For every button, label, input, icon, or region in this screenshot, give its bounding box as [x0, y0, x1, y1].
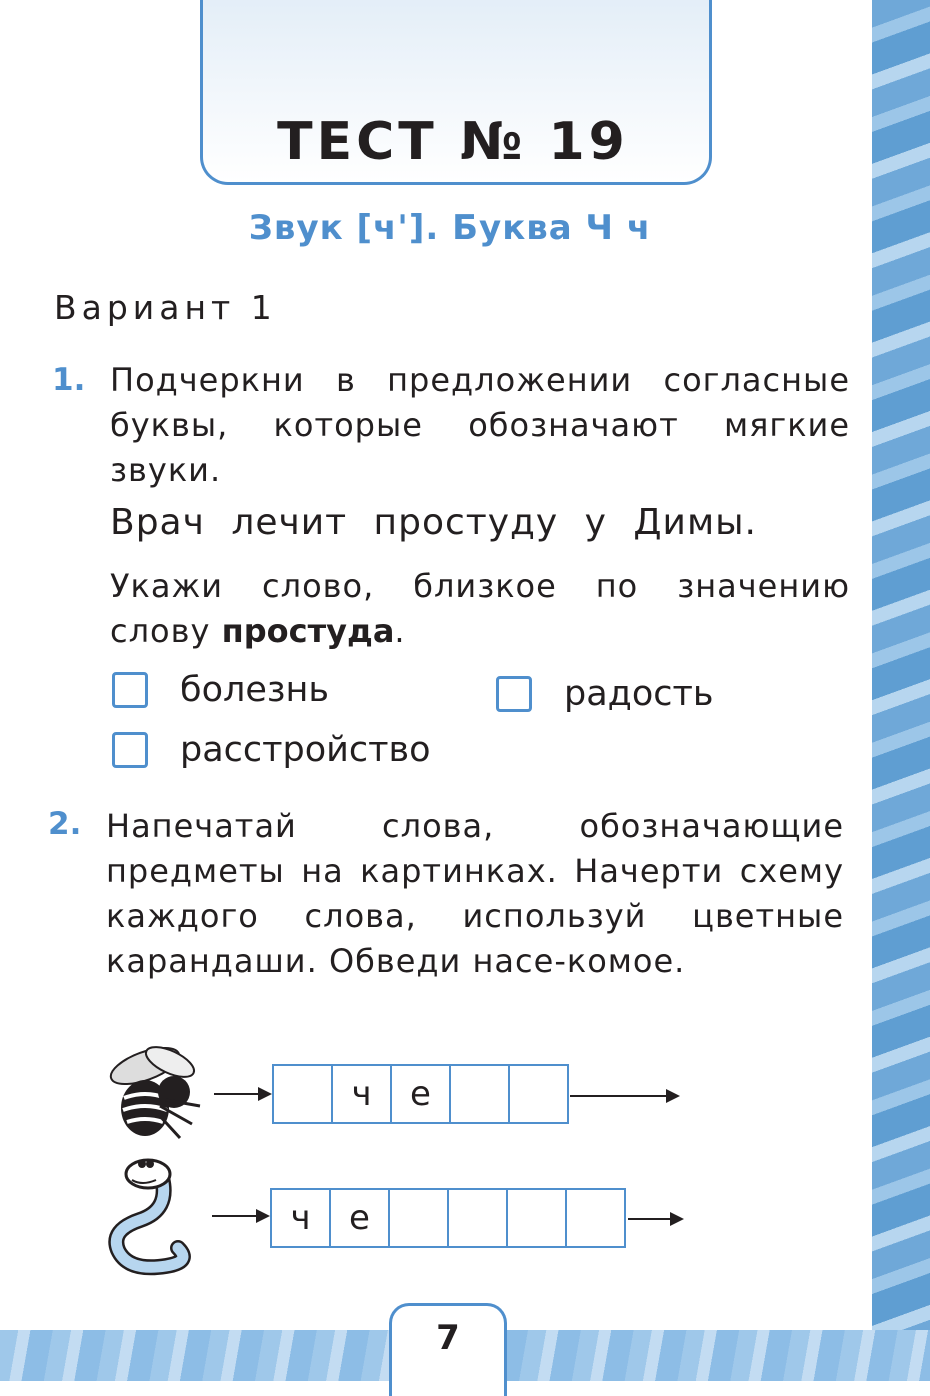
page-number: 7: [436, 1318, 460, 1358]
test-title: ТЕСТ № 19: [277, 112, 629, 172]
letter-cell[interactable]: ч: [333, 1066, 392, 1122]
word-scheme-worm[interactable]: [270, 1188, 626, 1248]
task1-number: 1.: [52, 362, 86, 398]
worm-icon[interactable]: [100, 1150, 200, 1276]
option-label: болезнь: [180, 670, 330, 710]
letter-cell[interactable]: [508, 1190, 567, 1246]
letter-cell[interactable]: [451, 1066, 510, 1122]
letter-cell[interactable]: [449, 1190, 508, 1246]
letter-cell[interactable]: [510, 1066, 567, 1122]
option-rasstroystvo[interactable]: [112, 730, 431, 770]
checkbox[interactable]: [112, 672, 148, 708]
word-scheme-bee[interactable]: [272, 1064, 569, 1124]
letter-cell[interactable]: [567, 1190, 624, 1246]
arrow: [570, 1095, 678, 1097]
option-bolezn[interactable]: [112, 670, 329, 710]
task1-instruction: Подчеркни в предложении согласные буквы, которые обозначают мягкие звуки.: [110, 361, 850, 489]
option-radost[interactable]: [496, 674, 714, 714]
letter-cell[interactable]: е: [331, 1190, 390, 1246]
letter-cell[interactable]: [274, 1066, 333, 1122]
bee-icon[interactable]: [100, 1036, 210, 1140]
letter-cell[interactable]: ч: [272, 1190, 331, 1246]
letter-cell[interactable]: [390, 1190, 449, 1246]
question-suffix: .: [394, 612, 406, 650]
task2-instruction: Напечатай слова, обозначающие предметы на картинках. Начерти схему каждого слова, используй цветные карандаши. Обведи насе-комое.: [106, 807, 844, 980]
variant-label: Вариант 1: [54, 288, 277, 327]
arrow: [628, 1218, 682, 1220]
question-prefix: Укажи слово, близкое по значению слову: [110, 567, 850, 650]
letter-cell[interactable]: е: [392, 1066, 451, 1122]
test-subtitle: Звук [ч']. Буква Ч ч: [248, 208, 652, 248]
task2-number: 2.: [48, 806, 82, 842]
checkbox[interactable]: [496, 676, 532, 712]
arrow: [214, 1093, 270, 1095]
option-label: расстройство: [180, 730, 431, 770]
task1-question: [110, 564, 850, 654]
option-label: радость: [564, 674, 714, 714]
task1-sentence[interactable]: Врач лечит простуду у Димы.: [110, 502, 757, 543]
checkbox[interactable]: [112, 732, 148, 768]
question-word: простуда: [221, 612, 395, 650]
arrow: [212, 1215, 268, 1217]
